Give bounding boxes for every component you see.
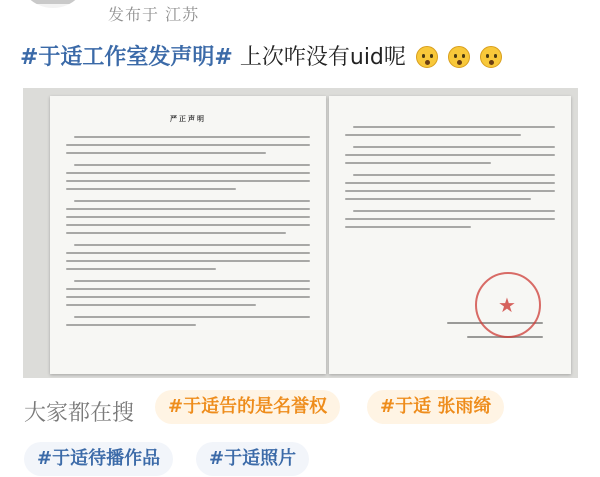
flushed-face-icon: [480, 46, 502, 68]
post-body-text: 上次咋没有uid呢: [239, 45, 406, 70]
flushed-face-icon: [416, 46, 438, 68]
red-official-seal-icon: [475, 272, 541, 338]
flushed-face-icon: [448, 46, 470, 68]
search-chip-3[interactable]: #于适待播作品: [24, 442, 173, 476]
post-text: [20, 41, 580, 75]
document-page-right: [329, 96, 571, 374]
statement-document-image[interactable]: [23, 88, 578, 378]
trending-search-heading: 大家都在搜: [24, 401, 135, 426]
search-chip-4[interactable]: #于适照片: [196, 442, 309, 476]
post-location-meta: 发布于 江苏: [108, 5, 200, 24]
document-page-left: [50, 96, 326, 374]
document-title: 严正声明: [170, 114, 206, 123]
search-chip-2[interactable]: #于适 张雨绮: [367, 390, 504, 424]
post-hashtag-link[interactable]: #于适工作室发声明#: [20, 45, 233, 70]
avatar[interactable]: [18, 0, 88, 8]
search-chip-1[interactable]: #于适告的是名誉权: [155, 390, 340, 424]
